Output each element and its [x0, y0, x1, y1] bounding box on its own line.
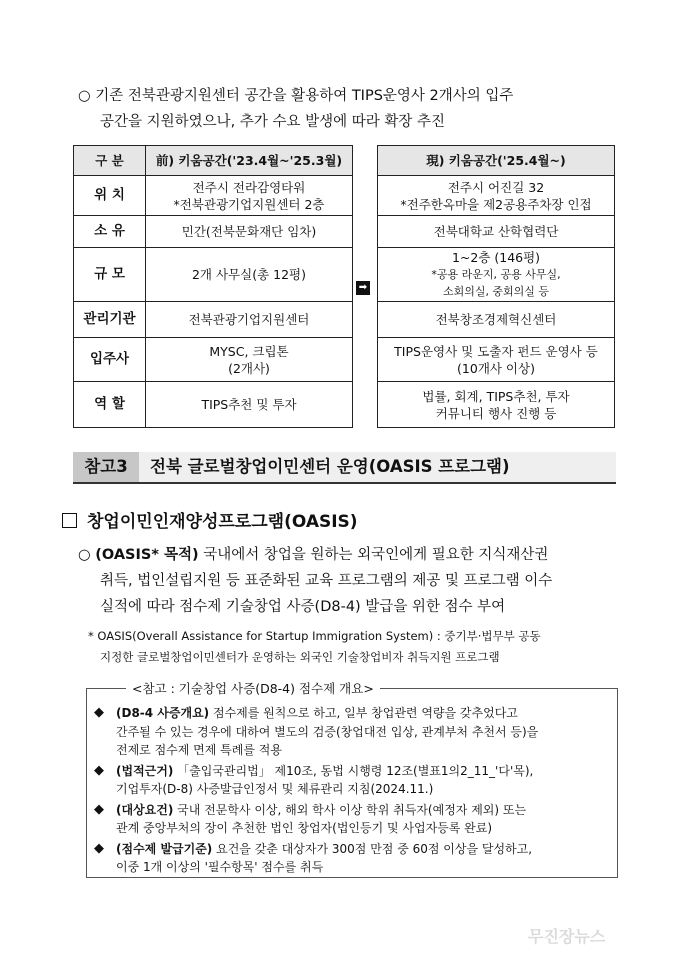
current-location: 전주시 어진길 32 *전주한옥마을 제2공용주차장 인접 — [378, 176, 615, 216]
oasis-footnote: * OASIS(Overall Assistance for Startup Immigration System) : 중기부·법무부 공동 지정한 글로벌창업이민센터가 운영하는 외국인 기술창업비자 취득지원 프로그램 — [88, 629, 541, 664]
row-label-scale: 규 모 — [74, 248, 146, 302]
reference-title: 전북 글로벌창업이민센터 운영(OASIS 프로그램) — [150, 457, 510, 476]
purpose-line-3: 실적에 따라 점수제 기술창업 사증(D8-4) 발급을 위한 점수 부여 — [100, 599, 506, 615]
previous-ownership: 민간(전북문화재단 임차) — [146, 216, 353, 248]
current-ownership: 전북대학교 산학협력단 — [378, 216, 615, 248]
section-title: 창업이민인재양성프로그램(OASIS) — [62, 511, 358, 533]
previous-tenants: MYSC, 크립톤 (2개사) — [146, 338, 353, 382]
header-category: 구 분 — [74, 146, 146, 176]
current-manager: 전북창조경제혁신센터 — [378, 302, 615, 338]
header-previous: 前) 키움공간('23.4월~'25.3월) — [146, 146, 353, 176]
current-role: 법률, 회계, TIPS추천, 투자 커뮤니티 행사 진행 등 — [378, 382, 615, 428]
intro-paragraph — [78, 83, 638, 135]
intro-bullet: ○ — [78, 88, 91, 104]
row-label-manager: 관리기관 — [74, 302, 146, 338]
checkbox-square-icon — [62, 513, 77, 528]
previous-role: TIPS추천 및 투자 — [146, 382, 353, 428]
previous-location: 전주시 전라감영타워 *전북관광기업지원센터 2층 — [146, 176, 353, 216]
list-item: ◆ (점수제 발급기준) 요건을 갖춘 대상자가 300점 만점 중 60점 이상을 달성하고, 이중 1개 이상의 '필수항목' 점수를 취득 — [94, 840, 533, 874]
intro-line-1: 기존 전북관광지원센터 공간을 활용하여 TIPS운영사 2개사의 입주 — [95, 88, 514, 104]
right-arrow-icon: ➡ — [356, 281, 370, 295]
previous-manager: 전북관광기업지원센터 — [146, 302, 353, 338]
previous-space-table — [73, 145, 353, 428]
row-label-ownership: 소 유 — [74, 216, 146, 248]
list-item: ◆ (대상요건) 국내 전문학사 이상, 해외 학사 이상 학위 취득자(예정자 제외) 또는 관계 중앙부처의 장이 추천한 법인 창업자(법인등기 및 사업자등록 완료) — [94, 801, 527, 835]
current-scale: 1~2층 (146평) *공용 라운지, 공용 사무실, 소회의실, 중회의실 등 — [378, 248, 615, 302]
purpose-line-2: 취득, 법인설립지원 등 표준화된 교육 프로그램의 제공 및 프로그램 이수 — [100, 573, 553, 589]
current-space-table — [377, 145, 615, 428]
purpose-bullet: ○ — [78, 547, 91, 563]
watermark: 무진장뉴스 — [528, 927, 606, 946]
row-label-location: 위 치 — [74, 176, 146, 216]
summary-items — [92, 704, 612, 879]
diamond-bullet-icon: ◆ — [94, 840, 104, 856]
previous-scale: 2개 사무실(총 12평) — [146, 248, 353, 302]
list-item: ◆ (법적근거) 「출입국관리법」 제10조, 동법 시행령 12조(별표1의2_11_'다'목), 기업투자(D-8) 사증발급인정서 및 체류관리 지침(2024.11.) — [94, 762, 534, 796]
row-label-tenants: 입주사 — [74, 338, 146, 382]
current-tenants: TIPS운영사 및 도출자 펀드 운영사 등 (10개사 이상) — [378, 338, 615, 382]
summary-box-title: <참고 : 기술창업 사증(D8-4) 점수제 개요> — [126, 680, 380, 698]
list-item: ◆ (D8-4 사증개요) 점수제를 원칙으로 하고, 일부 창업관련 역량을 갖추었다고 간주될 수 있는 경우에 대하여 별도의 검증(창업대전 입상, 관계부처 추천서 등)을 전제로 점수제 면제 특례를 적용 — [94, 705, 539, 757]
purpose-label: (OASIS* 목적) — [95, 547, 199, 563]
intro-line-2: 공간을 지원하였으나, 추가 수요 발생에 따라 확장 추진 — [100, 114, 446, 130]
purpose-paragraph: ○ (OASIS* 목적) 국내에서 창업을 원하는 외국인에게 필요한 지식재산권 취득, 법인설립지원 등 표준화된 교육 프로그램의 제공 및 프로그램 이수 실적에 따라 점수제 기술창업 사증(D8-4) 발급을 위한 점수 부여 — [78, 542, 638, 620]
header-current: 現) 키움공간('25.4월~) — [378, 146, 615, 176]
row-label-role: 역 할 — [74, 382, 146, 428]
diamond-bullet-icon: ◆ — [94, 801, 104, 817]
reference-tag: 참고3 — [73, 452, 139, 482]
diamond-bullet-icon: ◆ — [94, 762, 104, 778]
diamond-bullet-icon: ◆ — [94, 705, 104, 720]
